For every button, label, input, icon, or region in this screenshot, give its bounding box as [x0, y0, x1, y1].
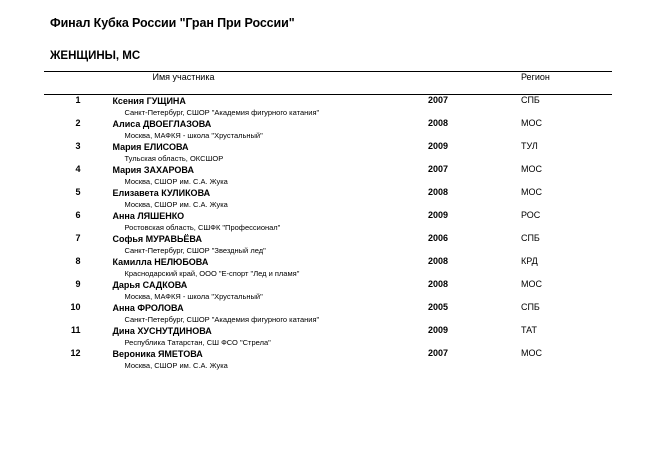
row-region: РОС — [520, 210, 541, 220]
row-number: 7 — [75, 233, 81, 243]
participant-name: Дарья САДКОВА — [112, 280, 188, 290]
participant-name: Вероника ЯМЕТОВА — [112, 349, 203, 359]
row-year: 2007 — [428, 348, 449, 358]
table-row — [44, 325, 612, 348]
row-year: 2009 — [428, 210, 449, 220]
participant-name: Алиса ДВОЕГЛАЗОВА — [112, 119, 212, 129]
header-region: Регион — [515, 72, 612, 95]
row-participant — [90, 279, 424, 302]
row-year: 2007 — [428, 164, 449, 174]
section-title: ЖЕНЩИНЫ, МС — [50, 50, 141, 62]
entries-table — [44, 71, 612, 371]
participant-name: Мария ЕЛИСОВА — [112, 142, 189, 152]
table-row — [44, 279, 612, 302]
page-title: Финал Кубка России "Гран При России" — [50, 16, 295, 30]
row-number: 5 — [75, 187, 81, 197]
row-number: 1 — [75, 95, 81, 105]
row-region: СПБ — [520, 233, 540, 243]
participant-club: Республика Татарстан, СШ ФСО "Стрела" — [124, 338, 271, 347]
table-row — [44, 164, 612, 187]
participant-club: Санкт-Петербург, СШОР "Академия фигурного катания" — [124, 315, 320, 324]
row-participant — [90, 187, 424, 210]
row-year: 2008 — [428, 118, 449, 128]
row-participant — [90, 348, 424, 371]
row-number: 9 — [75, 279, 81, 289]
row-region: МОС — [520, 348, 542, 358]
row-participant — [90, 233, 424, 256]
table-header-row — [44, 72, 612, 95]
row-region: МОС — [520, 118, 542, 128]
participant-name: Софья МУРАВЬЁВА — [112, 234, 202, 244]
participant-club: Санкт-Петербург, СШОР "Академия фигурного катания" — [124, 108, 320, 117]
table-row — [44, 187, 612, 210]
participant-club: Москва, СШОР им. С.А. Жука — [124, 177, 228, 186]
participant-name: Елизавета КУЛИКОВА — [112, 188, 211, 198]
participant-name: Ксения ГУЩИНА — [112, 96, 186, 106]
table-row — [44, 118, 612, 141]
table-row — [44, 302, 612, 325]
row-number: 4 — [75, 164, 81, 174]
row-number: 12 — [70, 348, 81, 358]
row-participant — [90, 118, 424, 141]
row-region: ТУЛ — [520, 141, 538, 151]
row-participant — [90, 141, 424, 164]
row-participant — [90, 164, 424, 187]
participant-name: Камилла НЕЛЮБОВА — [112, 257, 209, 267]
participant-name: Анна ФРОЛОВА — [112, 303, 184, 313]
row-year: 2008 — [428, 187, 449, 197]
row-participant — [90, 325, 424, 348]
row-year: 2009 — [428, 141, 449, 151]
row-participant — [90, 256, 424, 279]
header-number — [44, 72, 90, 95]
entries-body — [44, 95, 612, 372]
participant-name: Анна ЛЯШЕНКО — [112, 211, 185, 221]
row-year: 2008 — [428, 279, 449, 289]
row-number: 6 — [75, 210, 81, 220]
row-number: 11 — [70, 325, 81, 335]
participant-club: Краснодарский край, ООО "Е-спорт "Лед и пламя" — [124, 269, 300, 278]
participant-club: Тульская область, ОКСШОР — [124, 154, 224, 163]
participant-club: Москва, СШОР им. С.А. Жука — [124, 200, 228, 209]
row-number: 3 — [75, 141, 81, 151]
participant-club: Москва, СШОР им. С.А. Жука — [124, 361, 228, 370]
table-row — [44, 141, 612, 164]
row-participant — [90, 210, 424, 233]
participant-club: Москва, МАФКЯ - школа "Хрустальный" — [124, 292, 263, 301]
row-number: 8 — [75, 256, 81, 266]
row-region: МОС — [520, 164, 542, 174]
participant-club: Ростовская область, СШФК "Профессионал" — [124, 223, 281, 232]
row-number: 10 — [70, 302, 81, 312]
row-region: МОС — [520, 279, 542, 289]
table-row — [44, 256, 612, 279]
row-participant — [90, 95, 424, 119]
row-region: СПБ — [520, 95, 540, 105]
participant-name: Мария ЗАХАРОВА — [112, 165, 194, 175]
header-name: Имя участника — [90, 72, 424, 95]
row-region: ТАТ — [520, 325, 537, 335]
header-year — [424, 72, 515, 95]
row-region: КРД — [520, 256, 538, 266]
row-region: МОС — [520, 187, 542, 197]
row-participant — [90, 302, 424, 325]
row-region: СПБ — [520, 302, 540, 312]
row-year: 2005 — [428, 302, 449, 312]
row-year: 2008 — [428, 256, 449, 266]
row-number: 2 — [75, 118, 81, 128]
participant-name: Дина ХУСНУТДИНОВА — [112, 326, 212, 336]
participant-club: Санкт-Петербург, СШОР "Звездный лед" — [124, 246, 266, 255]
row-year: 2007 — [428, 95, 449, 105]
table-row — [44, 95, 612, 119]
row-year: 2009 — [428, 325, 449, 335]
table-row — [44, 348, 612, 371]
participant-club: Москва, МАФКЯ - школа "Хрустальный" — [124, 131, 263, 140]
row-year: 2006 — [428, 233, 449, 243]
table-row — [44, 210, 612, 233]
table-row — [44, 233, 612, 256]
